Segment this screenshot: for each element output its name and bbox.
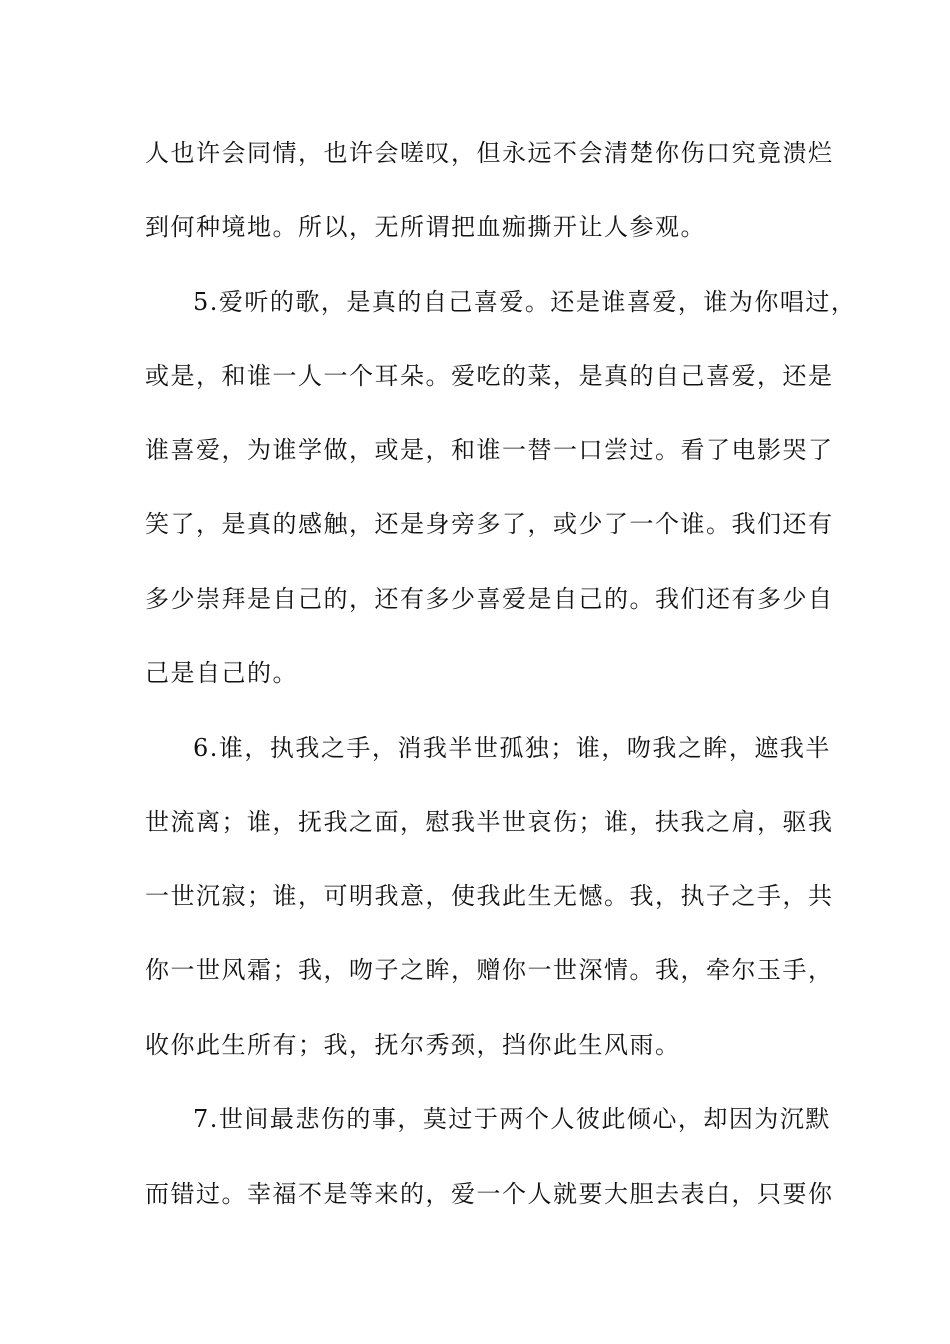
paragraph-6-start: 6.谁，执我之手，消我半世孤独；谁，吻我之眸，遮我半 bbox=[193, 734, 831, 762]
text-line: 世流离；谁，抚我之面，慰我半世哀伤；谁，扶我之肩，驱我 bbox=[145, 808, 834, 836]
text-line: 而错过。幸福不是等来的，爱一个人就要大胆去表白，只要你 bbox=[145, 1180, 834, 1208]
paragraph-5-start: 5.爱听的歌，是真的自己喜爱。还是谁喜爱，谁为你唱过， bbox=[193, 288, 857, 316]
text-line: 笑了，是真的感触，还是身旁多了，或少了一个谁。我们还有 bbox=[145, 510, 834, 538]
text-line: 一世沉寂；谁，可明我意，使我此生无憾。我，执子之手，共 bbox=[145, 882, 834, 910]
text-line: 谁喜爱，为谁学做，或是，和谁一替一口尝过。看了电影哭了 bbox=[145, 436, 834, 464]
text-line: 人也许会同情，也许会嗟叹，但永远不会清楚你伤口究竟溃烂 bbox=[145, 139, 834, 167]
text-line: 多少崇拜是自己的，还有多少喜爱是自己的。我们还有多少自 bbox=[145, 585, 834, 613]
text-line: 收你此生所有；我，抚尔秀颈，挡你此生风雨。 bbox=[145, 1031, 681, 1059]
paragraph-7-start: 7.世间最悲伤的事，莫过于两个人彼此倾心，却因为沉默 bbox=[193, 1105, 831, 1133]
text-line: 己是自己的。 bbox=[145, 659, 298, 687]
text-line: 或是，和谁一人一个耳朵。爱吃的菜，是真的自己喜爱，还是 bbox=[145, 362, 834, 390]
text-line: 你一世风霜；我，吻子之眸，赠你一世深情。我，牵尔玉手， bbox=[145, 956, 834, 984]
text-line: 到何种境地。所以，无所谓把血痂撕开让人参观。 bbox=[145, 213, 706, 241]
